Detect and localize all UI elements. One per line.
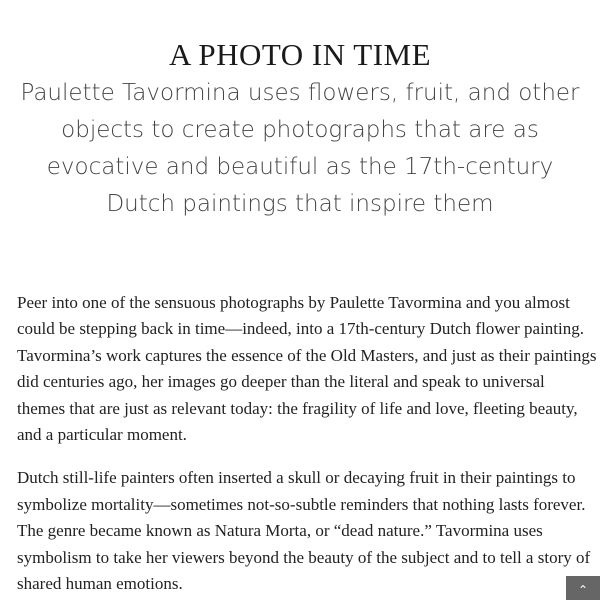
article-body	[17, 290, 597, 614]
article-paragraph: Peer into one of the sensuous photographs by Paulette Tavormina and you almost could be stepping back in time—indeed, into a 17th-century Dutch flower painting. Tavormina’s work captures the essence of the Old Masters, and just as their paintings did centuries ago, her images go deeper than the literal and speak to universal themes that are just as relevant today: the fragility of life and love, fleeting beauty, and a particular moment.	[17, 293, 597, 445]
article-paragraph: Dutch still-life painters often inserted a skull or decaying fruit in their paintings to symbolize mortality—sometimes not-so-subtle reminders that nothing lasts forever. The genre became known as Natura Morta, or “dead nature.” Tavormina uses symbolism to take her viewers beyond the beauty of the subject and to tell a story of shared human emotions.	[17, 468, 591, 594]
article-title: A PHOTO IN TIME	[168, 37, 432, 72]
scroll-to-top-button[interactable]	[566, 576, 600, 600]
chevron-up-icon: ⌃	[577, 583, 589, 597]
article-subtitle: Paulette Tavormina uses flowers, fruit, and other objects to create photographs that are as evocative and beautiful as the 17th-century Dutch paintings that inspire them	[20, 80, 580, 217]
